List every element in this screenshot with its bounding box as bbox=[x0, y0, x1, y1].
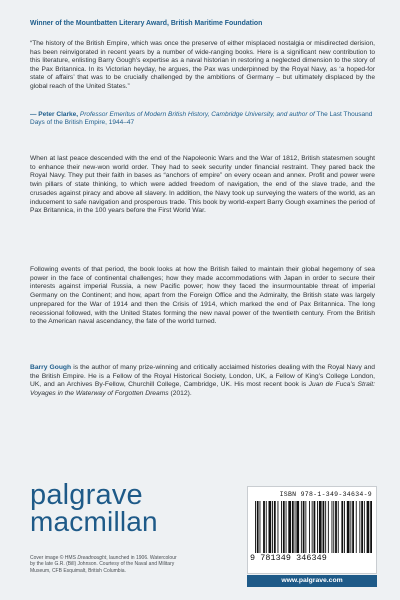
barcode-bar bbox=[338, 501, 339, 553]
barcode-bar bbox=[309, 501, 310, 553]
author-recent-book: Juan de Fuca’s Strait: Voyages in the Waterway of Forgotten Dreams bbox=[30, 381, 376, 398]
barcode-digits: 9 781349 346349 bbox=[250, 553, 327, 563]
barcode-bar bbox=[312, 501, 313, 553]
barcode-bar bbox=[272, 501, 273, 553]
award-line: Winner of the Mountbatten Literary Award, British Maritime Foundation bbox=[30, 20, 263, 27]
barcode-bar bbox=[303, 501, 305, 553]
barcode-bar bbox=[335, 501, 337, 553]
barcode-bar bbox=[344, 501, 345, 553]
barcode-icon bbox=[253, 501, 373, 553]
description-paragraph-2: Following events of that period, the book looks at how the British failed to maintain their global hegemony of sea power in the face of continental challenges; how they made accommodations with Japan in order to secure their interests against imperial Russia, a new Pacific power; how they faced the insurmountable threat of imperial Germany on the Continent; and how, apart from the Foreign Office and the Admiralty, the British state was largely unprepared for the War of 1914 and then the Crisis of 1914, which marked the end of Pax Britannica. The long recessional followed, with the United States forming the new naval power of the twentieth century. From the British to the American naval ascendancy, the fate of the world turned. bbox=[30, 266, 375, 326]
author-recent-book-year: (2012). bbox=[170, 390, 192, 398]
reviewer-name: — Peter Clarke, bbox=[30, 111, 79, 118]
barcode-bar bbox=[319, 501, 322, 553]
barcode-bar bbox=[266, 501, 267, 553]
barcode-bar bbox=[352, 501, 354, 553]
barcode-bar bbox=[367, 501, 370, 553]
cover-image-credit bbox=[30, 555, 180, 574]
barcode-bar bbox=[364, 501, 365, 553]
barcode-bar bbox=[263, 501, 265, 553]
barcode-bar bbox=[314, 501, 316, 553]
barcode-bar bbox=[323, 501, 325, 553]
barcode-bar bbox=[269, 501, 272, 553]
barcode-bar bbox=[296, 501, 299, 553]
isbn-barcode-box bbox=[247, 486, 377, 574]
barcode-bar bbox=[283, 501, 285, 553]
barcode-bar bbox=[301, 501, 302, 553]
reviewer-title: Professor Emeritus of Modern British History, Cambridge University, and author of bbox=[79, 111, 315, 118]
barcode-bar bbox=[325, 501, 326, 553]
barcode-bar bbox=[292, 501, 294, 553]
barcode-bar bbox=[281, 501, 282, 553]
barcode-bar bbox=[359, 501, 360, 553]
barcode-bar bbox=[305, 501, 306, 553]
barcode-bar bbox=[317, 501, 318, 553]
barcode-bar bbox=[328, 501, 329, 553]
quote-attribution bbox=[30, 111, 375, 128]
barcode-bar bbox=[347, 501, 350, 553]
barcode-bar bbox=[361, 501, 363, 553]
author-bio bbox=[30, 364, 375, 399]
barcode-bar bbox=[255, 501, 256, 553]
credit-rest: , launched in 1906. Watercolour by the late G.R. (Bill) Johnson. Courtesy of the Naval and Military Museum, CFB Esquimalt, British Columbia. bbox=[30, 555, 177, 574]
credit-ship-name: Dreadnought bbox=[77, 555, 107, 561]
barcode-bar bbox=[278, 501, 279, 553]
barcode-bar bbox=[333, 501, 334, 553]
review-quote: “The history of the British Empire, which was once the preserve of either misplaced nostalgia or misdirected derision, has been reinvigorated in recent years by a number of wide-ranging books. Here is a significant new contribution to this literature, enlisting Barry Gough’s expertise as a naval historian in restoring a neglected dimension to the story of the Pax Britannica. In its Victorian heyday, he argues, the Pax was underpinned by the Royal Navy, as ‘a hoped-for state of affairs’ that was to be crucially challenged by the ambitions of Germany – but ultimately displaced by the global reach of the United States.” bbox=[30, 40, 375, 90]
barcode-bar bbox=[356, 501, 357, 553]
isbn-label: ISBN 978-1-349-34634-9 bbox=[279, 491, 372, 498]
barcode-bar bbox=[370, 501, 372, 553]
barcode-bar bbox=[288, 501, 291, 553]
credit-prefix: Cover image © HMS bbox=[30, 555, 76, 561]
barcode-bar bbox=[274, 501, 276, 553]
publisher-url: www.palgrave.com bbox=[247, 575, 377, 587]
description-paragraph-1: When at last peace descended with the end of the Napoleonic Wars and the War of 1812, British statesmen sought to enhance their new-won world order. They had to seek security under financial restraint. They pared back the Royal Navy. They put their faith in bases as “anchors of empire” on every ocean and annex. Profit and power were twin pillars of state thinking, to which were added freedom of navigation, the end of the slave trade, and the crusades against piracy and above all slavery. In addition, the Navy took up surveying the waters of the world, as an inducement to safe navigation and prosperous trade. This book by world-expert Barry Gough examines the period of Pax Britannica, in the 100 years before the First World War. bbox=[30, 155, 375, 215]
barcode-bar bbox=[341, 501, 343, 553]
barcode-bar bbox=[257, 501, 259, 553]
barcode-bar bbox=[260, 501, 261, 553]
barcode-bar bbox=[350, 501, 351, 553]
barcode-bar bbox=[286, 501, 287, 553]
publisher-logo bbox=[30, 479, 200, 537]
barcode-bar bbox=[295, 501, 296, 553]
reviewer-book: The Last Thousand Days of the British Empire, 1944–47 bbox=[30, 111, 373, 127]
author-bio-text: is the author of many prize-winning and critically acclaimed histories dealing with the Royal Navy and the British Empire. He is a Fellow of the Royal Historical Society, London, UK, a Fellow of King’s College London, UK, and an Archives By-Fellow, Churchill College, Cambridge, UK. His most recent book is bbox=[30, 364, 376, 389]
publisher-logo-line-2: macmillan bbox=[30, 506, 158, 537]
publisher-logo-line-1: palgrave bbox=[30, 479, 143, 511]
author-name: Barry Gough bbox=[30, 364, 72, 371]
barcode-bar bbox=[332, 501, 333, 553]
